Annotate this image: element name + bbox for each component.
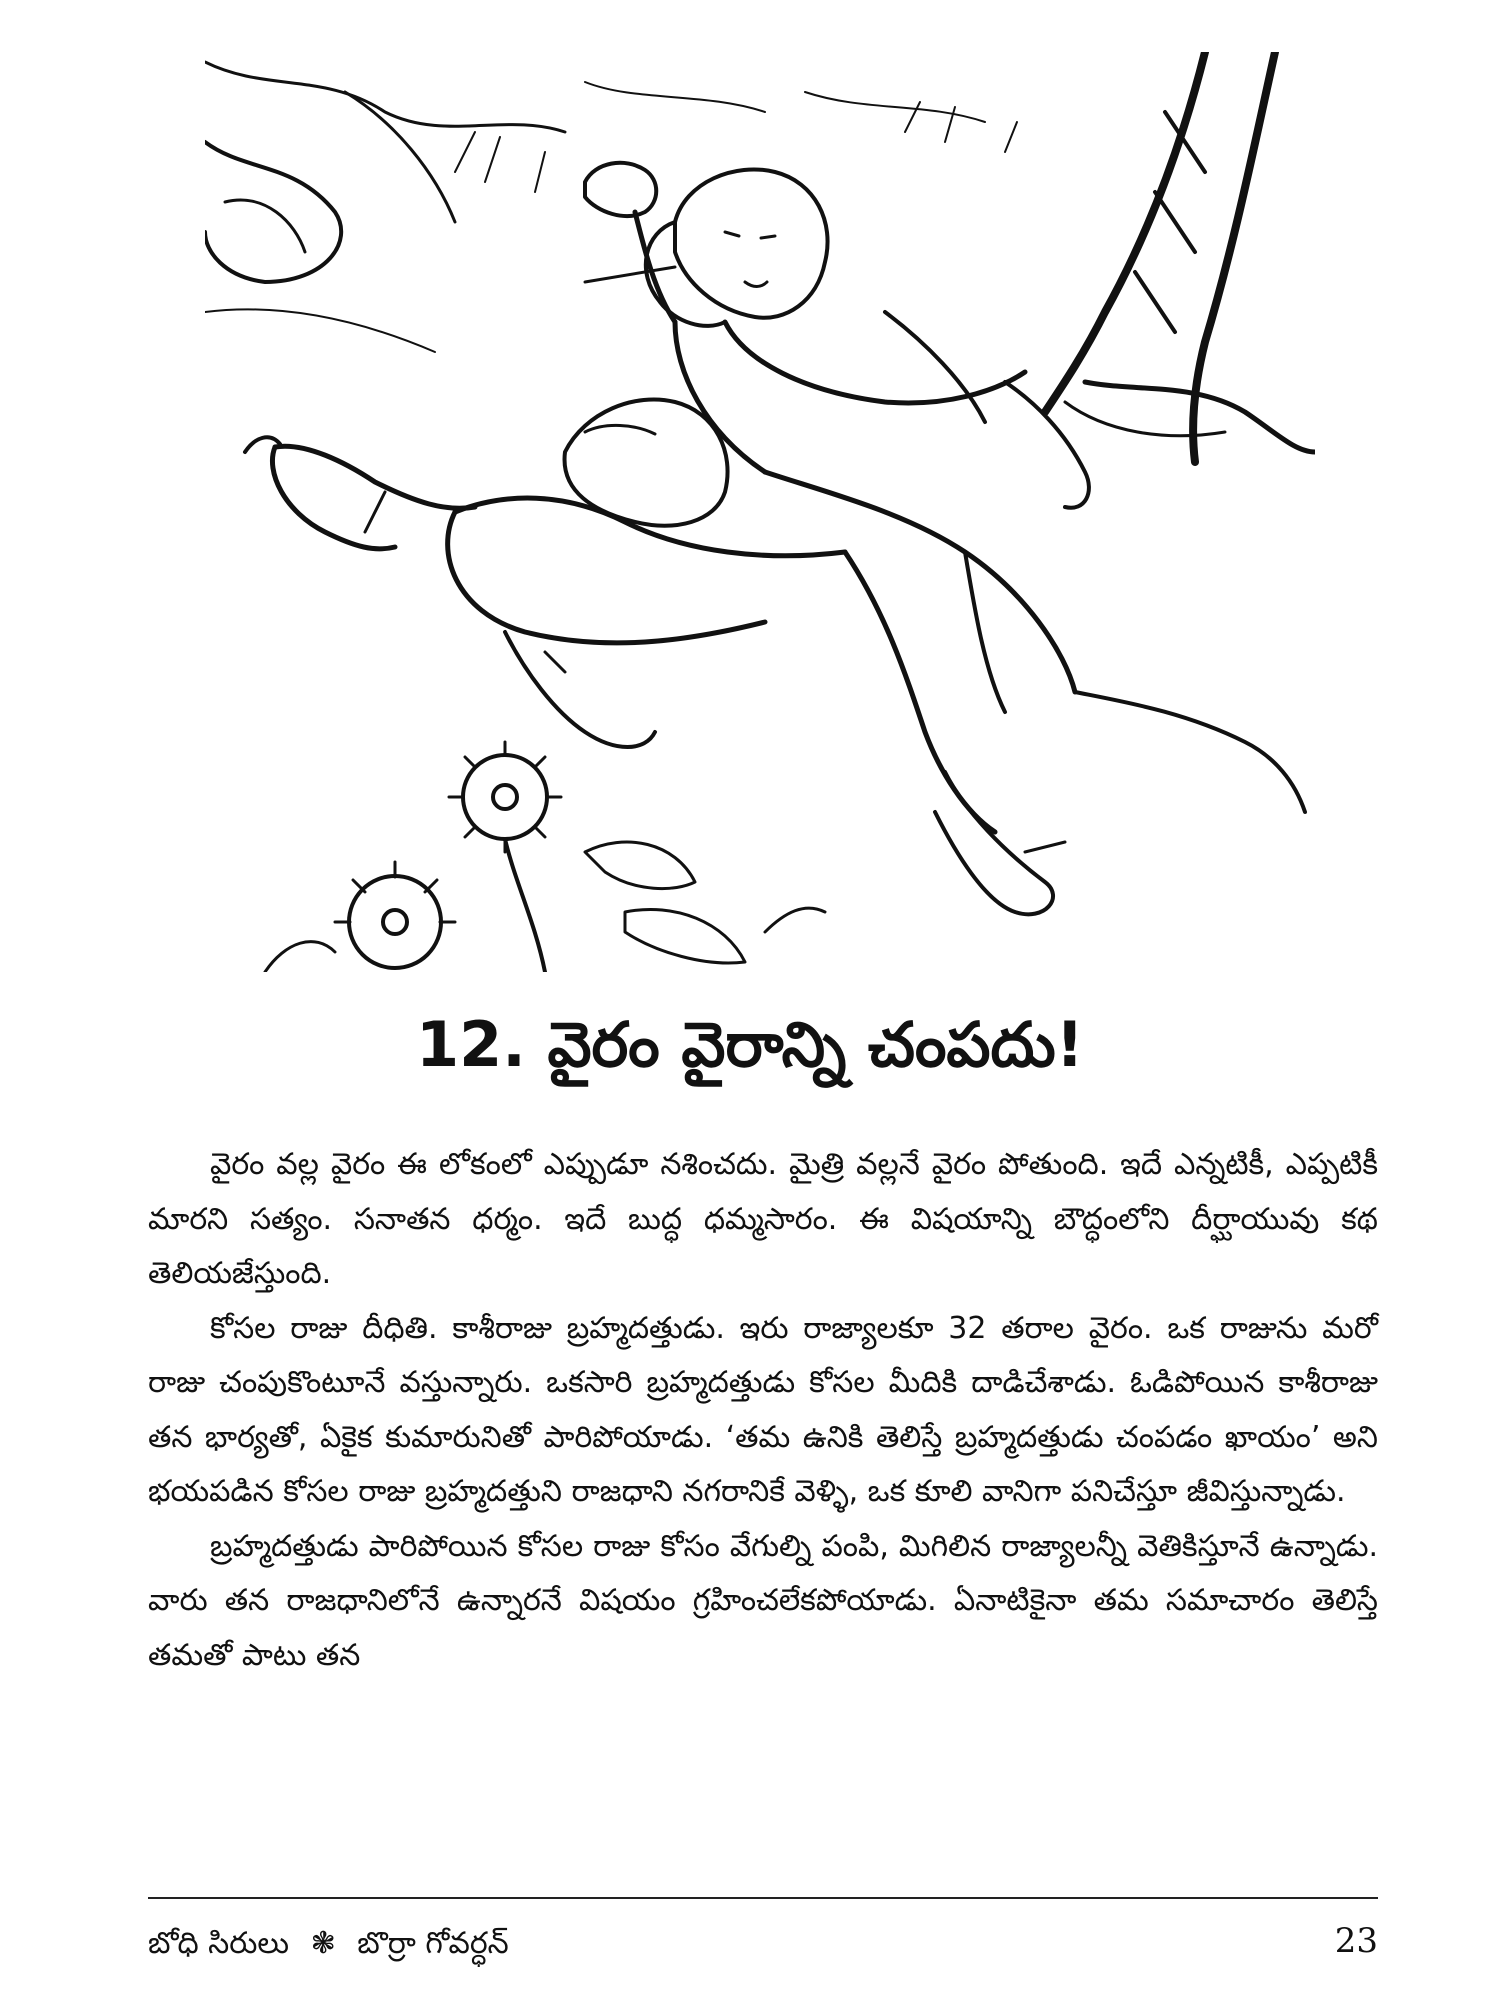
book-title: బోధి సిరులు bbox=[148, 1926, 290, 1961]
paragraph: బ్రహ్మదత్తుడు పారిపోయిన కోసల రాజు కోసం వేగుల్ని పంపి, మిగిలిన రాజ్యాలన్నీ వెతికిస్తూనే ఉన్నాడు. వారు తన రాజధానిలోనే ఉన్నారనే విషయం గ్రహించలేకపోయాడు. ఏనాటికైనా తమ సమాచారం తెలిస్తే తమతో పాటు తన bbox=[148, 1528, 1378, 1673]
chapter-body bbox=[148, 1138, 1378, 1683]
separator-glyph: ❃ bbox=[310, 1926, 336, 1961]
chapter-title: 12. వైరం వైరాన్ని చంపదు! bbox=[416, 1008, 1084, 1081]
footer-running-title bbox=[148, 1922, 509, 1966]
chapter-illustration bbox=[205, 52, 1315, 972]
paragraph: వైరం వల్ల వైరం ఈ లోకంలో ఎప్పుడూ నశించదు. మైత్రి వల్లనే వైరం పోతుంది. ఇదే ఎన్నటికీ, ఎప్పటికీ మారని సత్యం. సనాతన ధర్మం. ఇదే బుద్ధ ధమ్మసారం. ఈ విషయాన్ని బౌద్ధంలోని దీర్ఘాయువు కథ తెలియజేస్తుంది. bbox=[148, 1147, 1378, 1291]
paragraph: కోసల రాజు దీధితి. కాశీరాజు బ్రహ్మదత్తుడు. ఇరు రాజ్యాలకూ 32 తరాల వైరం. ఒక రాజును మరో రాజు చంపుకొంటూనే వస్తున్నారు. ఒకసారి బ్రహ్మదత్తుడు కోసల మీదికి దాడిచేశాడు. ఓడిపోయిన కాశీరాజు తన భార్యతో, ఏకైక కుమారునితో పారిపోయాడు. ‘తమ ఉనికి తెలిస్తే బ్రహ్మదత్తుడు చంపడం ఖాయం’ అని భయపడిన కోసల రాజు బ్రహ్మదత్తుని రాజధాని నగరానికే వెళ్ళి, ఒక కూలి వానిగా పనిచేస్తూ జీవిస్తున్నాడు. bbox=[148, 1310, 1378, 1509]
footer-divider bbox=[148, 1897, 1378, 1899]
page-number: 23 bbox=[1334, 1921, 1378, 1961]
author-name: బొర్రా గోవర్ధన్ bbox=[357, 1926, 509, 1961]
